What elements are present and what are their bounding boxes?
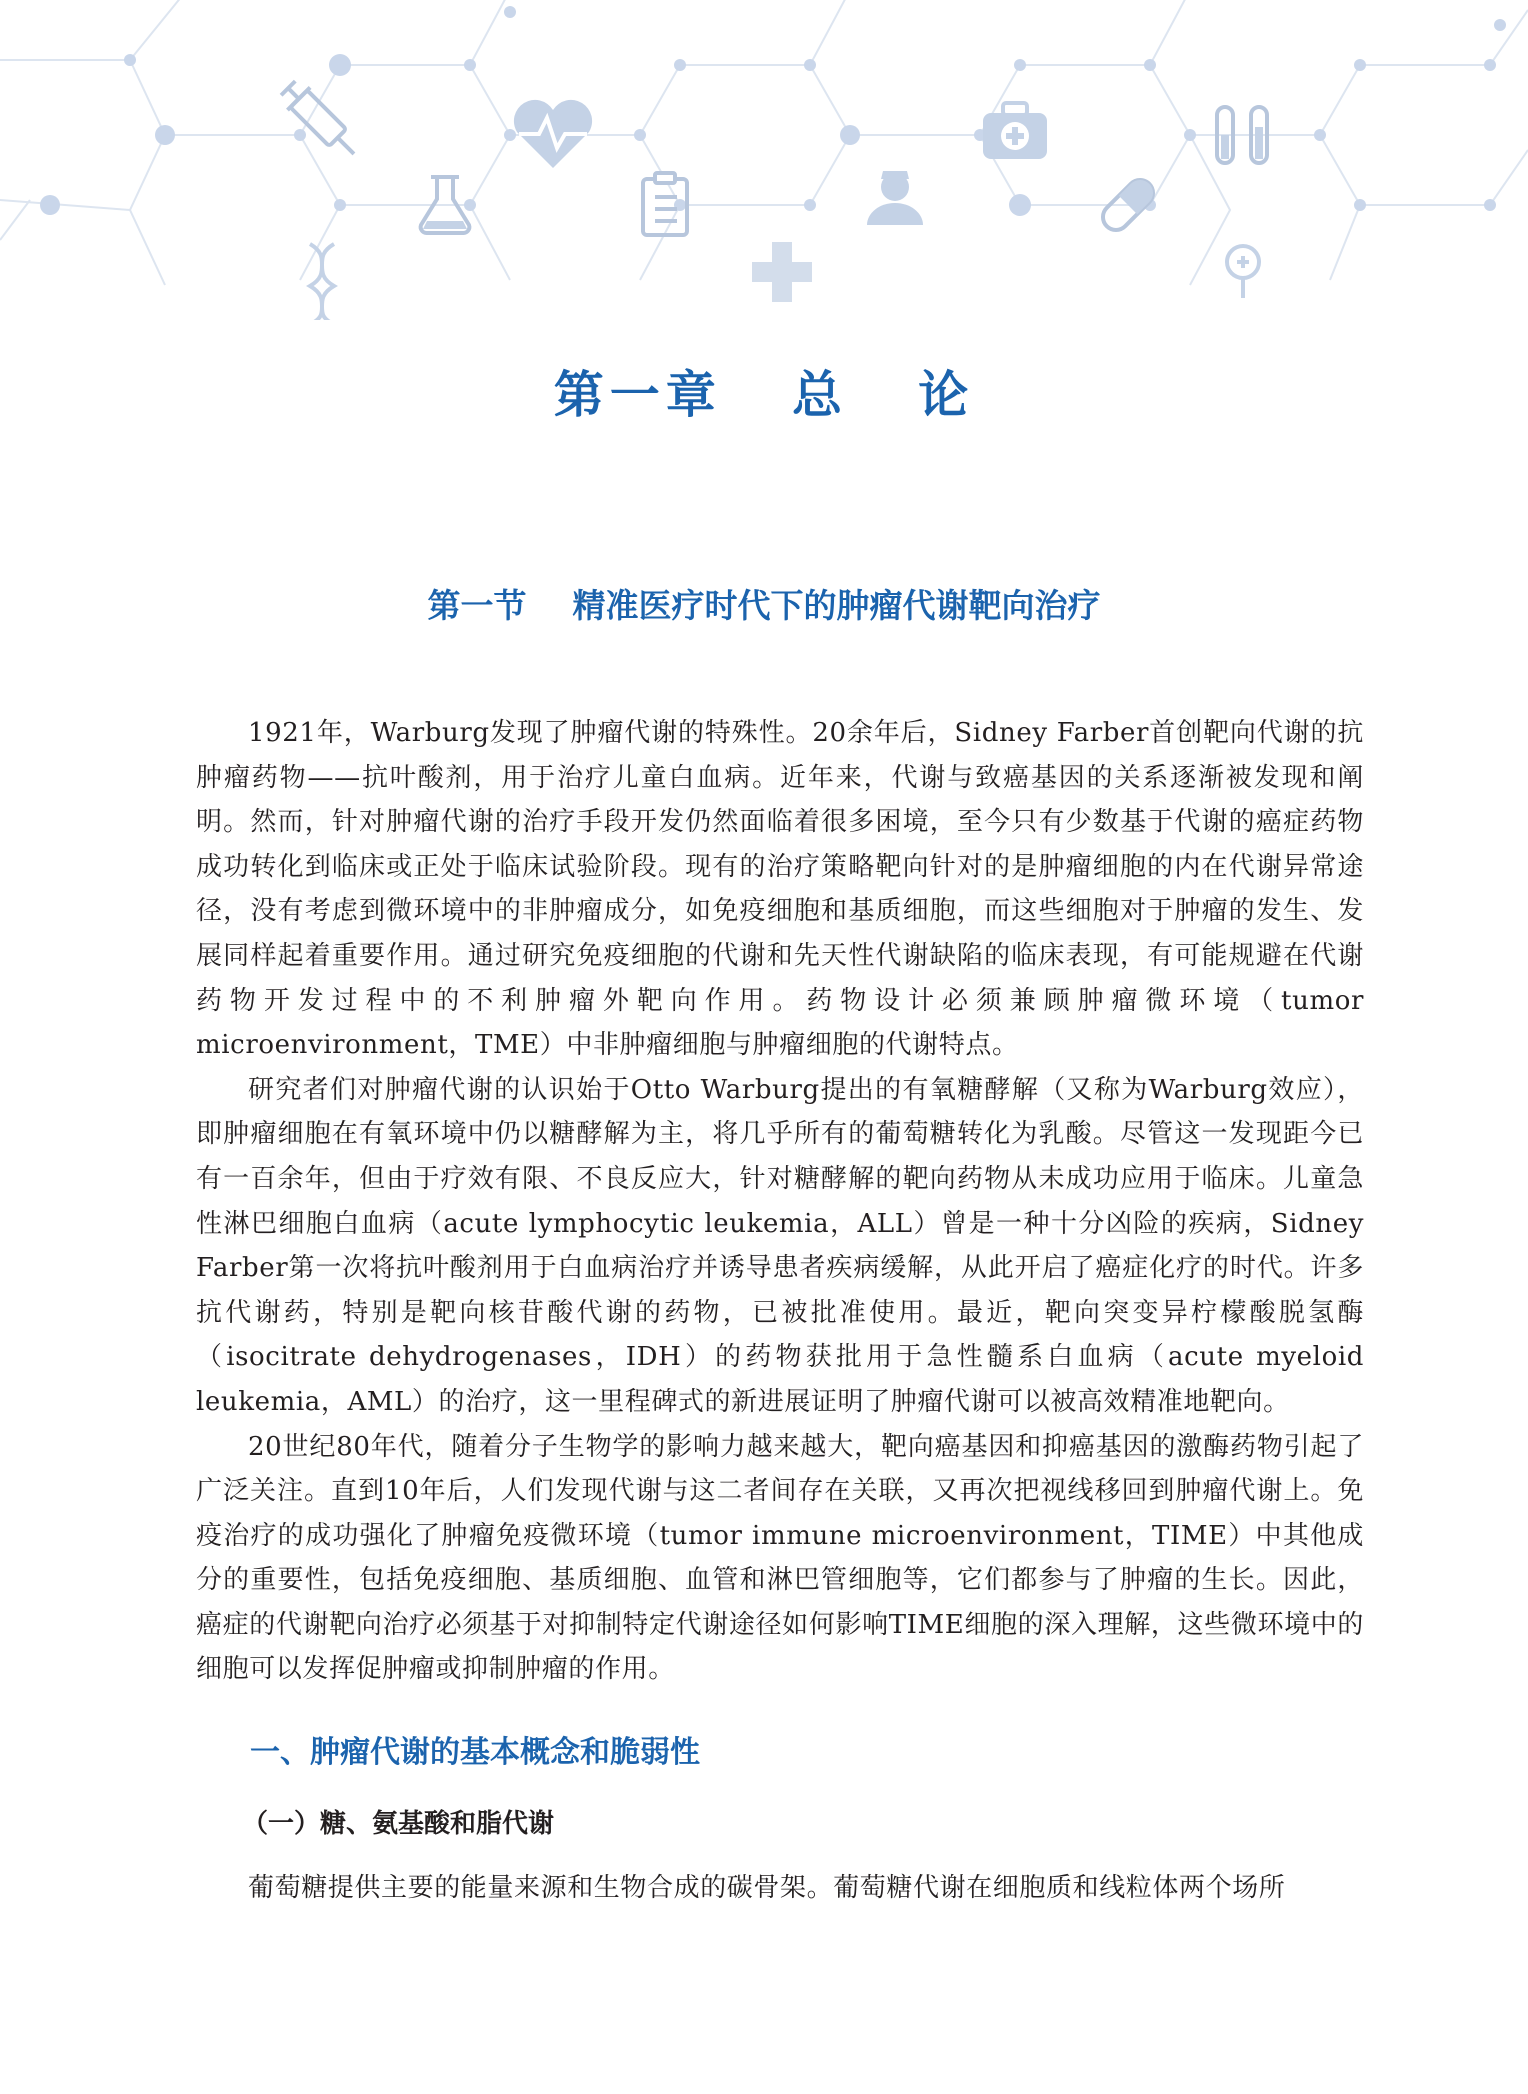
section-title: 第一节 精准医疗时代下的肿瘤代谢靶向治疗 [427,586,1101,625]
paragraph-2: 研究者们对肿瘤代谢的认识始于Otto Warburg提出的有氧糖酵解（又称为Warburg效应），即肿瘤细胞在有氧环境中仍以糖酵解为主，将几乎所有的葡萄糖转化为乳酸。尽管这一发现距今已有一百余年，但由于疗效有限、不良反应大，针对糖酵解的靶向药物从未成功应用于临床。儿童急性淋巴细胞白血病（acute lymphocytic leukemia，ALL）曾是一种十分凶险的疾病，Sidney Farber第一次将抗叶酸剂用于白血病治疗并诱导患者疾病缓解，从此开启了癌症化疗的时代。许多抗代谢药，特别是靶向核苷酸代谢的药物，已被批准使用。最近，靶向突变异柠檬酸脱氢酶（isocitrate dehydrogenases，IDH）的药物获批用于急性髓系白血病（acute myeloid leukemia，AML）的治疗，这一里程碑式的新进展证明了肿瘤代谢可以被高效精准地靶向。 [196,1074,1364,1417]
paragraph-4: 葡萄糖提供主要的能量来源和生物合成的碳骨架。葡萄糖代谢在细胞质和线粒体两个场所 [248,1873,1286,1903]
heart-pulse-icon [514,100,592,168]
chapter-title: 第一章 总 论 [553,366,975,424]
magnifier-icon [1227,246,1259,298]
body-text-continued [196,1866,1364,1911]
banner-network-lines [0,0,1528,285]
medical-banner [0,0,1528,320]
subsubsection-title: （一）糖、氨基酸和脂代谢 [242,1809,555,1839]
syringe-icon [277,77,365,165]
banner-nodes [40,6,1506,216]
subsection-title: 一、肿瘤代谢的基本概念和脆弱性 [250,1735,700,1770]
paragraph-3: 20世纪80年代，随着分子生物学的影响力越来越大，靶向癌基因和抑癌基因的激酶药物引起了广泛关注。直到10年后，人们发现代谢与这二者间存在关联，又再次把视线移回到肿瘤代谢上。免疫治疗的成功强化了肿瘤免疫微环境（tumor immune microenvironment，TIME）中其他成分的重要性，包括免疫细胞、基质细胞、血管和淋巴管细胞等，它们都参与了肿瘤的生长。因此，癌症的代谢靶向治疗必须基于对抑制特定代谢途径如何影响TIME细胞的深入理解，这些微环境中的细胞可以发挥促肿瘤或抑制肿瘤的作用。 [196,1431,1364,1685]
doctor-icon [867,171,923,225]
paragraph-1: 1921年，Warburg发现了肿瘤代谢的特殊性。20余年后，Sidney Farber首创靶向代谢的抗肿瘤药物——抗叶酸剂，用于治疗儿童白血病。近年来，代谢与致癌基因的关系逐渐被发现和阐明。然而，针对肿瘤代谢的治疗手段开发仍然面临着很多困境，至今只有少数基于代谢的癌症药物成功转化到临床或正处于临床试验阶段。现有的治疗策略靶向针对的是肿瘤细胞的内在代谢异常途径，没有考虑到微环境中的非肿瘤成分，如免疫细胞和基质细胞，而这些细胞对于肿瘤的发生、发展同样起着重要作用。通过研究免疫细胞的代谢和先天性代谢缺陷的临床表现，有可能规避在代谢药物开发过程中的不利肿瘤外靶向作用。药物设计必须兼顾肿瘤微环境（tumor microenvironment，TME）中非肿瘤细胞与肿瘤细胞的代谢特点。 [196,718,1364,1061]
body-text [196,711,1364,1692]
medical-cross-icon [752,242,812,302]
